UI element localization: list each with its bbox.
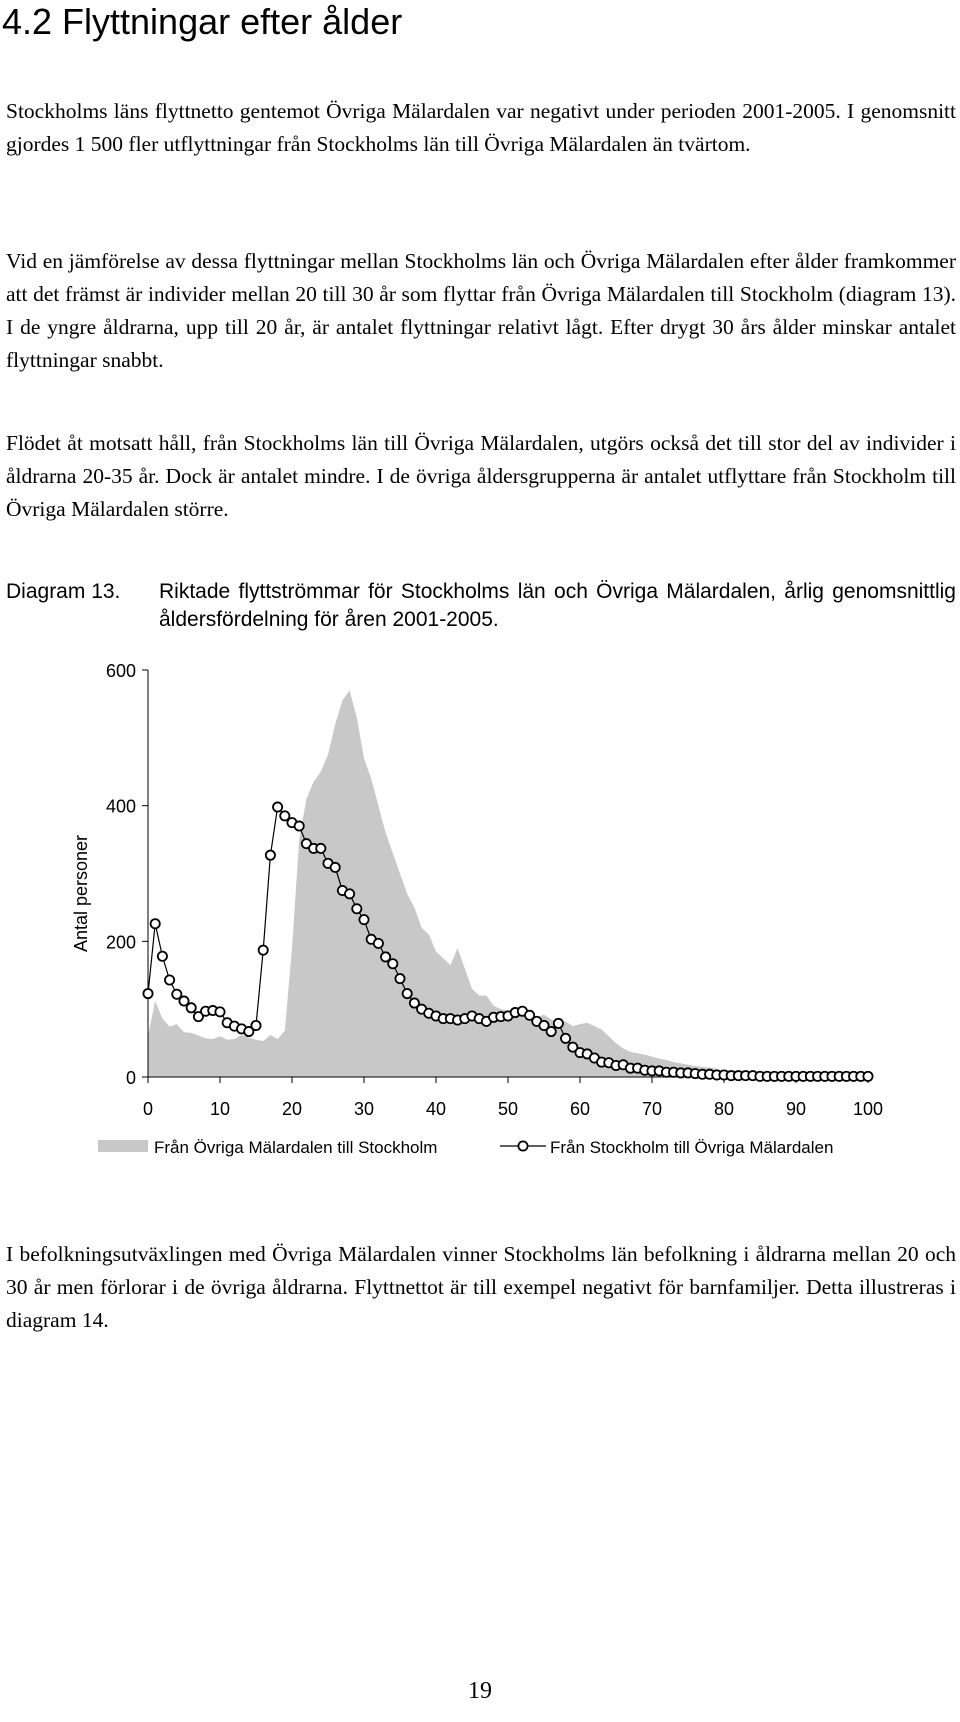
data-point-marker [403,989,412,998]
x-tick-label: 50 [497,1099,519,1119]
data-point-marker [165,975,174,984]
data-point-marker [215,1007,224,1016]
data-point-marker [295,821,304,830]
data-point-marker [345,889,354,898]
x-tick-label: 90 [785,1099,807,1119]
paragraph-2: Vid en jämförelse av dessa flyttningar mellan Stockholms län och Övriga Mälardalen efter ålder framkommer att det främst är individer mellan 20 till 30 år som flyttar från Övriga Mälardalen till Stockholm (diagram 13). I de yngre åldrarna, upp till 20 år, är antalet flyttningar relativt lågt. Efter drygt 30 års ålder minskar antalet flyttningar snabbt. [6,249,956,372]
y-tick-label: 600 [105,661,136,681]
data-point-marker [187,1003,196,1012]
data-point-marker [388,959,397,968]
paragraph-4: I befolkningsutväxlingen med Övriga Mälardalen vinner Stockholms län befolkning i åldrarna mellan 20 och 30 år men förlorar i de övriga åldrarna. Flyttnettot är till exempel negativt för barnfamiljer. Detta illustreras i diagram 14. [6,1242,956,1332]
y-tick-label: 0 [125,1068,136,1088]
page-number: 19 [468,1678,492,1704]
data-point-marker [266,851,275,860]
y-axis-label: Antal personer [71,834,91,953]
caption-text: Riktade flyttströmmar för Stockholms län och Övriga Mälardalen, årlig genomsnittlig åldersfördelning för åren 2001-2005. [159,580,956,631]
y-tick-label: 200 [105,932,136,953]
legend-label-line: Från Stockholm till Övriga Mälardalen [550,1138,834,1157]
x-tick-label: 80 [713,1099,735,1119]
data-point-marker [554,1019,563,1028]
data-point-marker [395,974,404,983]
section-heading: 4.2 Flyttningar efter ålder [2,1,403,42]
data-point-marker [359,915,368,924]
data-point-marker [352,904,361,913]
data-point-marker [251,1021,260,1030]
x-tick-label: 30 [353,1099,375,1119]
x-tick-label: 0 [142,1099,154,1119]
paragraph-3: Flödet åt motsatt håll, från Stockholms län till Övriga Mälardalen, utgörs också det till stor del av individer i åldrarna 20-35 år. Dock är antalet mindre. I de övriga åldersgrupperna är antalet utflyttare från Stockholm till Övriga Mälardalen större. [6,431,956,521]
data-point-marker [547,1027,556,1036]
data-point-marker [331,863,340,872]
data-point-marker [374,939,383,948]
x-tick-label: 100 [852,1099,884,1119]
data-point-marker [316,844,325,853]
data-point-marker [561,1034,570,1043]
data-point-marker [863,1072,872,1081]
x-tick-label: 10 [209,1099,231,1119]
flow-chart [0,640,960,1220]
legend-label-area: Från Övriga Mälardalen till Stockholm [154,1138,438,1157]
legend-swatch-area [98,1140,148,1152]
data-point-marker [273,802,282,811]
data-point-marker [158,952,167,961]
data-point-marker [259,946,268,955]
paragraph-1: Stockholms läns flyttnetto gentemot Övriga Mälardalen var negativt under perioden 2001-2005. I genomsnitt gjordes 1 500 fler utflyttningar från Stockholms län till Övriga Mälardalen än tvärtom. [6,99,956,156]
legend-marker-sample [518,1141,527,1150]
data-point-marker [151,919,160,928]
data-point-marker [143,989,152,998]
y-tick-label: 400 [105,796,136,817]
x-tick-label: 20 [281,1099,303,1119]
x-tick-label: 60 [569,1099,591,1119]
caption-label: Diagram 13. [6,580,121,603]
x-tick-label: 40 [425,1099,447,1119]
x-tick-label: 70 [641,1099,663,1119]
